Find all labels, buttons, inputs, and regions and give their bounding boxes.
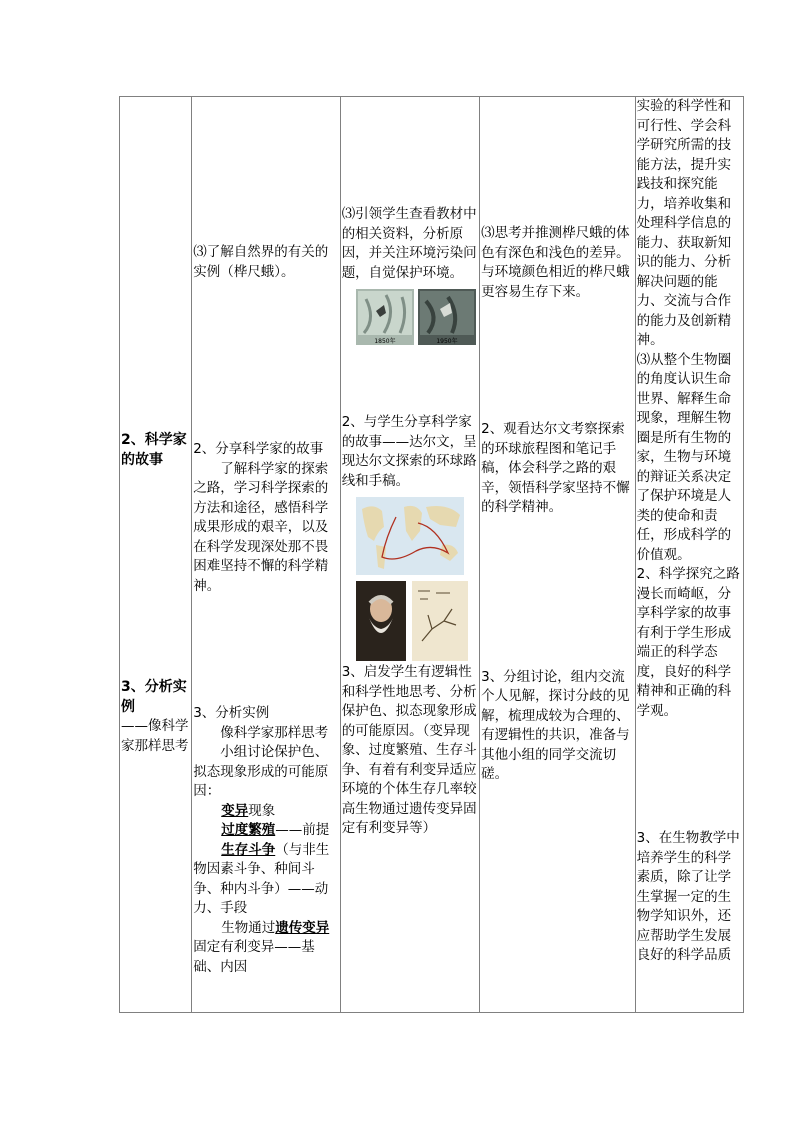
moth-photo-label-1950: 1950年 — [436, 338, 458, 345]
design-intent-line: 生掌握一定的生 — [636, 888, 732, 905]
teacher-activity-darwin: 2、与学生分享科学家的故事——达尔文，呈现达尔文探索的环球路线和手稿。 — [341, 414, 477, 489]
content-moth-example: ⑶了解自然界的有关的实例（桦尺蛾）。 — [193, 244, 329, 280]
term-struggle-line: 生存斗争（与非生物因素斗争、种间斗争、种内斗争）——动力、手段 — [193, 841, 330, 916]
stage-column — [120, 97, 192, 1013]
content-scientist-story-body: 了解科学家的探索之路，学习科学探索的方法和途径，感悟科学成果形成的艰辛，以及在科学发现深处那不畏困难坚持不懈的科学精神。 — [193, 460, 329, 594]
design-intent-line: 能力、获取新知 — [636, 234, 732, 251]
design-intent-line: 3、在生物教学中 — [636, 830, 740, 846]
design-intent-line: 度，良好的科学 — [636, 663, 732, 680]
design-intent-line: 力，培养收集和 — [636, 195, 732, 212]
design-intent-line: 力、交流与合作 — [636, 293, 732, 309]
design-intent-line: 2、科学探究之路 — [636, 566, 740, 582]
lesson-plan-table — [119, 96, 744, 1013]
design-intent-line: 家，生物与环境 — [636, 449, 732, 465]
design-intent-line: 有利于学生形成 — [636, 624, 732, 641]
design-intent-line: 可行性、学会科 — [636, 117, 732, 134]
design-intent-line: 世界、解释生命 — [636, 390, 732, 407]
design-intent-line: 了保护环境是人 — [636, 488, 732, 504]
design-intent-line: 解决问题的能 — [636, 273, 718, 290]
design-intent-line: 处理科学信息的 — [636, 215, 732, 231]
design-intent-line: 享科学家的故事 — [636, 605, 732, 621]
design-intent-line: 应帮助学生发展 — [636, 927, 732, 944]
design-intent-line: 学观。 — [636, 702, 678, 719]
design-intent-line: 践技和探究能 — [636, 176, 718, 192]
term-heredity-line: 生物通过遗传变异固定有利变异——基础、内因 — [193, 919, 330, 975]
student-activity-column — [480, 97, 635, 1013]
design-intent-line: 培养学生的科学 — [636, 849, 732, 866]
design-intent-line: 漫长而崎岖，分 — [636, 585, 732, 602]
design-intent-line: 圈是所有生物的 — [636, 429, 732, 446]
table-row-1 — [120, 97, 744, 1013]
stage-title-analyze-example: 3、分析实例 — [121, 679, 187, 715]
design-intent-line: 素质，除了让学 — [636, 869, 732, 885]
teacher-activity-moth: ⑶引领学生查看教材中的相关资料，分析原因，并关注环境污染问题，自觉保护环境。 — [341, 206, 477, 281]
design-intent-column — [635, 97, 743, 1013]
term-heredity: 遗传变异 — [275, 919, 330, 936]
content-analyze-sub1: 像科学家那样思考 — [220, 724, 329, 741]
term-struggle: 生存斗争 — [221, 841, 276, 858]
design-intent-line: 能方法，提升实 — [636, 156, 732, 173]
design-intent-line: 识的能力、分析 — [636, 254, 732, 270]
student-activity-moth: ⑶思考并推测桦尺蛾的体色有深色和浅色的差异。与环境颜色相近的桦尺蛾更容易生存下来。 — [481, 225, 630, 300]
design-intent-line: 价值观。 — [636, 546, 691, 563]
design-intent-line: 的能力及创新精 — [636, 312, 732, 329]
stage-subtitle-think-like-scientist: ——像科学家那样思考 — [121, 718, 189, 754]
moth-photo — [356, 289, 476, 345]
stage-title-scientist-story: 2、科学家的故事 — [121, 432, 187, 468]
design-intent-line: ⑶从整个生物圈 — [636, 351, 732, 368]
design-intent-line: 现象，理解生物 — [636, 410, 732, 426]
design-intent-line: 任，形成科学的 — [636, 527, 732, 543]
design-intent-line: 端正的科学态 — [636, 644, 718, 660]
content-scientist-story-title: 2、分享科学家的故事 — [193, 441, 324, 457]
darwin-portrait-and-manuscript — [356, 581, 468, 661]
content-analyze-title: 3、分析实例 — [193, 705, 270, 721]
design-intent-line: 学研究所需的技 — [636, 137, 732, 153]
design-intent-line: 类的使命和责 — [636, 507, 718, 524]
teacher-activity-analyze: 3、启发学生有逻辑性和科学性地思考、分析保护色、拟态现象形成的可能原因。（变异现象、过度繁殖、生存斗争、有着有利变异适应环境的个体生存几率较高生物通过遗传变异固定有利变异等） — [341, 664, 477, 836]
design-intent-line: 的辩证关系决定 — [636, 468, 732, 485]
content-analyze-sub2: 小组讨论保护色、拟态现象形成的可能原因： — [193, 744, 329, 799]
design-intent-line: 良好的科学品质 — [636, 947, 732, 963]
teacher-activity-column — [340, 97, 479, 1013]
term-overbreeding: 过度繁殖 — [221, 822, 276, 838]
design-intent-line: 实验的科学性和 — [636, 98, 732, 114]
term-variation: 变异 — [221, 802, 249, 819]
design-intent-line: 神。 — [636, 332, 664, 348]
content-column — [192, 97, 340, 1013]
student-activity-darwin: 2、观看达尔文考察探索的环球旅程图和笔记手稿，体会科学之路的艰辛，领悟科学家坚持不懈的科学精神。 — [481, 421, 630, 515]
design-intent-line: 的角度认识生命 — [636, 371, 732, 387]
student-activity-group-discussion: 3、分组讨论，组内交流个人见解，探讨分歧的见解，梳理成较为合理的、有逻辑性的共识，准备与其他小组的同学交流切磋。 — [481, 668, 630, 782]
term-overbreeding-line: 过度繁殖——前提 — [221, 822, 330, 838]
term-variation-line: 变异现象 — [221, 802, 276, 819]
design-intent-line: 精神和正确的科 — [636, 683, 732, 699]
darwin-route-map — [356, 497, 464, 575]
design-intent-line: 物学知识外，还 — [636, 908, 732, 924]
moth-photo-label-1850: 1850年 — [374, 338, 396, 345]
